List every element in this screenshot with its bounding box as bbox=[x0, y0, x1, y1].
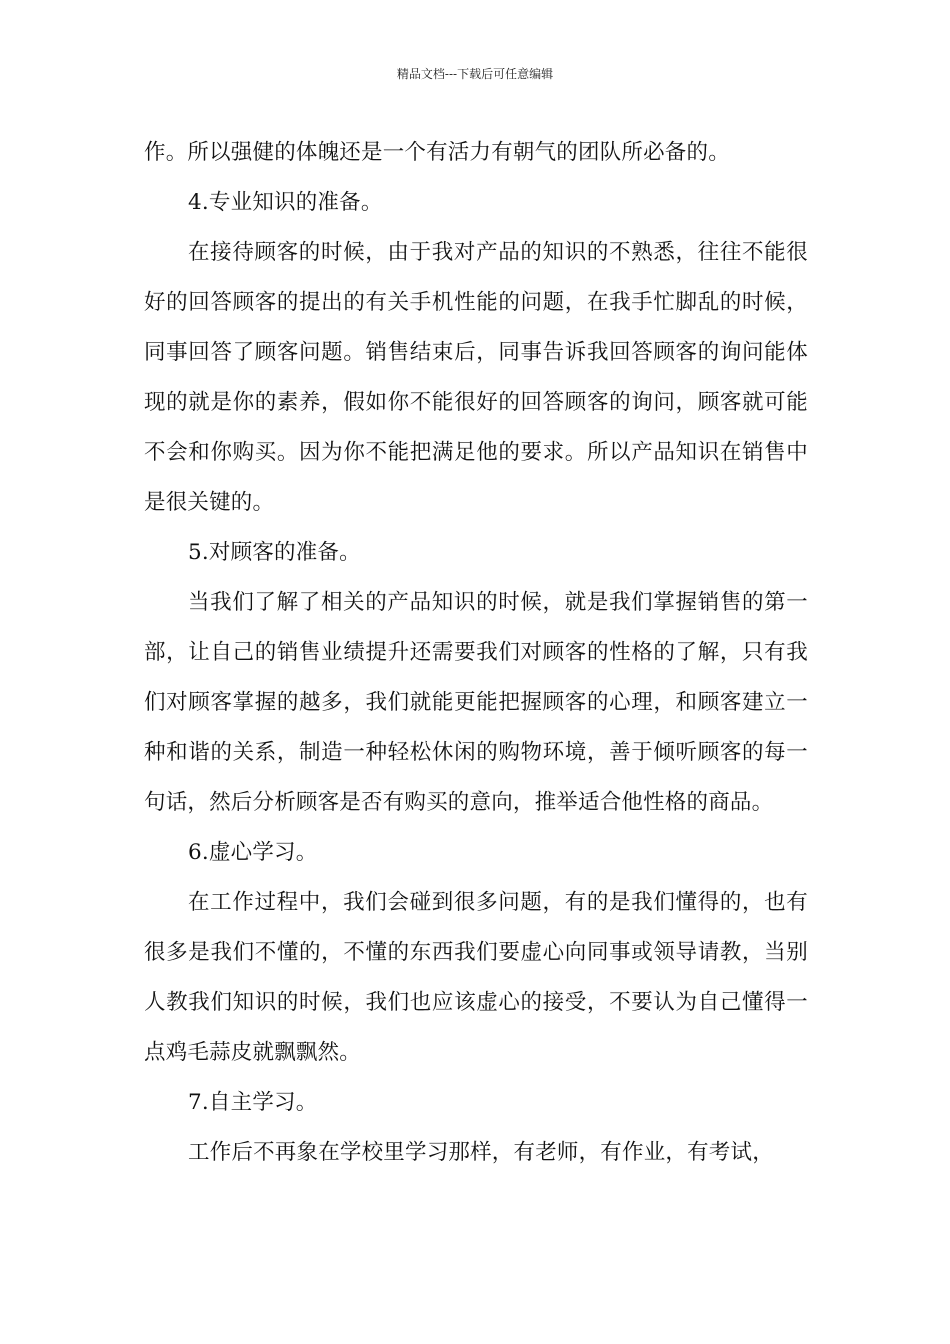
section-heading-7: 7.自主学习。 bbox=[188, 1090, 318, 1115]
page-header: 精品文档---下载后可任意编辑 bbox=[396, 67, 554, 81]
paragraph-self-learning: 工作后不再象在学校里学习那样，有老师，有作业，有考试， bbox=[188, 1140, 774, 1165]
section-heading-4: 4.专业知识的准备。 bbox=[188, 190, 383, 215]
document-body bbox=[144, 128, 808, 1178]
paragraph-customer-preparation: 当我们了解了相关的产品知识的时候，就是我们掌握销售的第一部，让自己的销售业绩提升还需要我们对顾客的性格的了解，只有我们对顾客掌握的越多，我们就能更能把握顾客的心理，和顾客建立一种和谐的关系，制造一种轻松休闲的购物环境，善于倾听顾客的每一句话，然后分析顾客是否有购买的意向，推举适合他性格的商品。 bbox=[144, 590, 808, 815]
paragraph-humble-learning: 在工作过程中，我们会碰到很多问题，有的是我们懂得的，也有很多是我们不懂的，不懂的东西我们要虚心向同事或领导请教，当别人教我们知识的时候，我们也应该虚心的接受，不要认为自己懂得一点鸡毛蒜皮就飘飘然。 bbox=[144, 890, 808, 1065]
section-heading-6: 6.虚心学习。 bbox=[188, 840, 318, 865]
section-heading-5: 5.对顾客的准备。 bbox=[188, 540, 361, 565]
paragraph-continuation: 作。所以强健的体魄还是一个有活力有朝气的团队所必备的。 bbox=[144, 140, 730, 165]
paragraph-professional-knowledge: 在接待顾客的时候，由于我对产品的知识的不熟悉，往往不能很好的回答顾客的提出的有关手机性能的问题，在我手忙脚乱的时候，同事回答了顾客问题。销售结束后，同事告诉我回答顾客的询问能体现的就是你的素养，假如你不能很好的回答顾客的询问，顾客就可能不会和你购买。因为你不能把满足他的要求。所以产品知识在销售中是很关键的。 bbox=[144, 240, 808, 515]
